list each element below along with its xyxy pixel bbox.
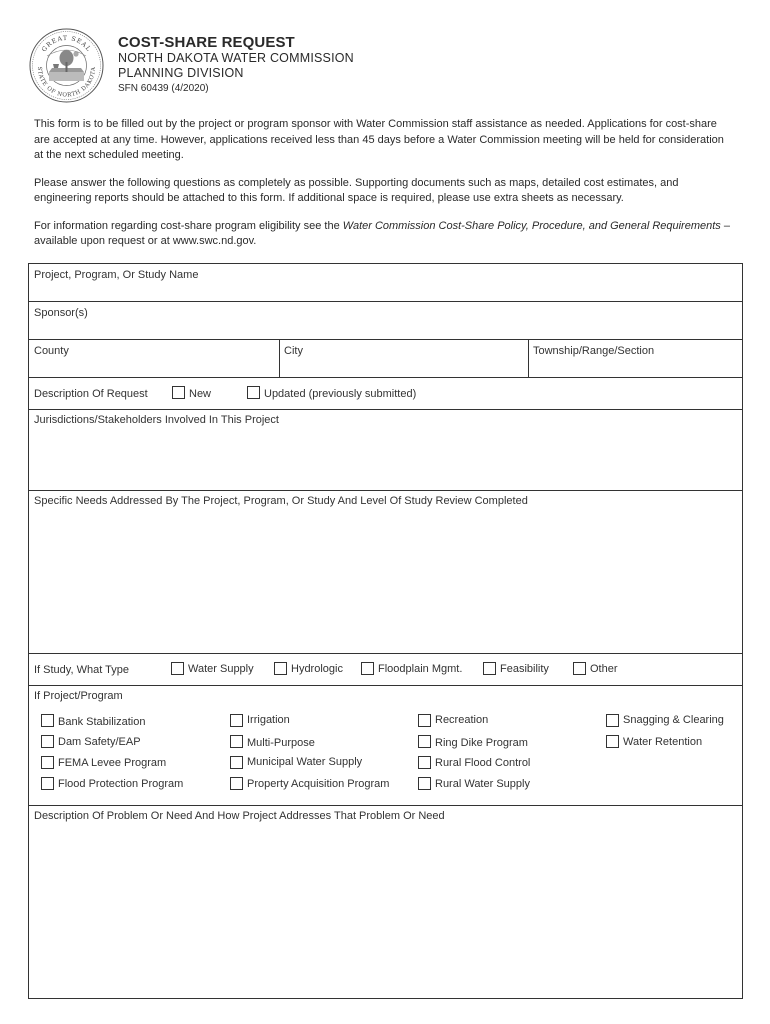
floodplain-mgmt-checkbox[interactable] (361, 662, 374, 675)
project-type-label: Municipal Water Supply (247, 756, 363, 768)
project-type-label: Multi-Purpose (247, 737, 315, 749)
agency-name: NORTH DAKOTA WATER COMMISSION (118, 51, 354, 65)
project-program-label: If Project/Program (34, 690, 123, 702)
svg-text:STATE OF NORTH DAKOTA: STATE OF NORTH DAKOTA (35, 66, 98, 99)
policy-title: Water Commission Cost-Share Policy, Procedure, and General Requirements (342, 219, 721, 232)
project-type-label: Bank Stabilization (58, 716, 146, 728)
rural-water-supply-checkbox[interactable] (418, 777, 431, 790)
city-field[interactable] (280, 340, 528, 377)
dam-safety-eap-checkbox[interactable] (41, 735, 54, 748)
problem-description-label: Description Of Problem Or Need And How Project Addresses That Problem Or Need (34, 810, 445, 822)
project-name-field[interactable] (29, 264, 742, 302)
flood-protection-program-checkbox[interactable] (41, 777, 54, 790)
project-type-label: Property Acquisition Program (247, 778, 390, 790)
township-range-section-field[interactable] (529, 340, 742, 377)
description-of-request-label: Description Of Request (34, 388, 148, 400)
project-type-label: Snagging & Clearing (623, 714, 724, 726)
instructions-paragraph-3: For information regarding cost-share program eligibility see the Water Commission Cost-Share Policy, Procedure, and General Requirements – available upon request or at www.swc.nd.gov. (34, 219, 730, 247)
new-option-label: New (189, 388, 212, 400)
water-supply-checkbox[interactable] (171, 662, 184, 675)
sponsors-field[interactable] (29, 302, 742, 340)
jurisdictions-label: Jurisdictions/Stakeholders Involved In This Project (34, 414, 279, 426)
problem-description-field[interactable] (29, 806, 742, 998)
svg-text:GREAT SEAL: GREAT SEAL (40, 34, 93, 54)
great-seal-logo (29, 28, 104, 103)
specific-needs-label: Specific Needs Addressed By The Project, Program, Or Study And Level Of Study Review Completed (34, 495, 528, 507)
sponsors-label: Sponsor(s) (34, 307, 88, 319)
fema-levee-program-checkbox[interactable] (41, 756, 54, 769)
municipal-water-supply-checkbox[interactable] (230, 756, 243, 769)
project-type-label: Recreation (435, 714, 489, 726)
other-checkbox[interactable] (573, 662, 586, 675)
project-program-row (29, 686, 742, 806)
new-checkbox[interactable] (172, 386, 185, 399)
ring-dike-program-checkbox[interactable] (418, 735, 431, 748)
project-name-label: Project, Program, Or Study Name (34, 269, 199, 281)
updated-option-label: Updated (previously submitted) (264, 388, 417, 400)
recreation-checkbox[interactable] (418, 714, 431, 727)
project-type-label: Flood Protection Program (58, 778, 184, 790)
township-label: Township/Range/Section (533, 345, 655, 357)
feasibility-checkbox[interactable] (483, 662, 496, 675)
county-label: County (34, 345, 69, 357)
project-type-label: Dam Safety/EAP (58, 736, 141, 748)
jurisdictions-field[interactable] (29, 410, 742, 491)
cost-share-form (28, 263, 743, 999)
form-header (118, 34, 354, 96)
project-type-label: Water Retention (623, 736, 703, 748)
property-acquisition-program-checkbox[interactable] (230, 777, 243, 790)
study-type-label: If Study, What Type (34, 664, 129, 676)
county-field[interactable] (29, 340, 279, 377)
study-type-row (29, 654, 742, 686)
water-retention-checkbox[interactable] (606, 735, 619, 748)
instructions-paragraph-2: Please answer the following questions as completely as possible. Supporting documents such as maps, detailed cost estimates, and engineering reports should be attached to this form. If additional space is required, please use extra sheets as necessary. (34, 176, 679, 204)
project-type-label: FEMA Levee Program (58, 757, 167, 769)
study-type-label-feasibility: Feasibility (500, 663, 549, 675)
irrigation-checkbox[interactable] (230, 714, 243, 727)
study-type-label-hydrologic: Hydrologic (291, 663, 343, 675)
study-type-label-floodplain: Floodplain Mgmt. (378, 663, 463, 675)
snagging-clearing-checkbox[interactable] (606, 714, 619, 727)
division-name: PLANNING DIVISION (118, 66, 244, 80)
description-of-request-row (29, 378, 742, 410)
hydrologic-checkbox[interactable] (274, 662, 287, 675)
instructions-paragraph-1: This form is to be filled out by the project or program sponsor with Water Commission staff assistance as needed. Applications for cost-share are accepted at any time. However, applications received less than 45 days before a Water Commission meeting will be held for consideration at the next scheduled meeting. (34, 118, 724, 161)
project-type-label: Rural Flood Control (435, 757, 531, 769)
city-label: City (284, 345, 303, 357)
instructions (34, 117, 734, 262)
project-type-label: Irrigation (247, 714, 290, 726)
form-title: COST-SHARE REQUEST (118, 34, 295, 51)
form-number: SFN 60439 (4/2020) (118, 83, 209, 94)
project-type-label: Rural Water Supply (435, 778, 530, 790)
project-type-label: Ring Dike Program (435, 737, 528, 749)
rural-flood-control-checkbox[interactable] (418, 756, 431, 769)
study-type-label-water-supply: Water Supply (188, 663, 254, 675)
specific-needs-field[interactable] (29, 491, 742, 654)
updated-checkbox[interactable] (247, 386, 260, 399)
study-type-label-other: Other (590, 663, 618, 675)
bank-stabilization-checkbox[interactable] (41, 714, 54, 727)
location-row (29, 340, 742, 378)
multi-purpose-checkbox[interactable] (230, 735, 243, 748)
